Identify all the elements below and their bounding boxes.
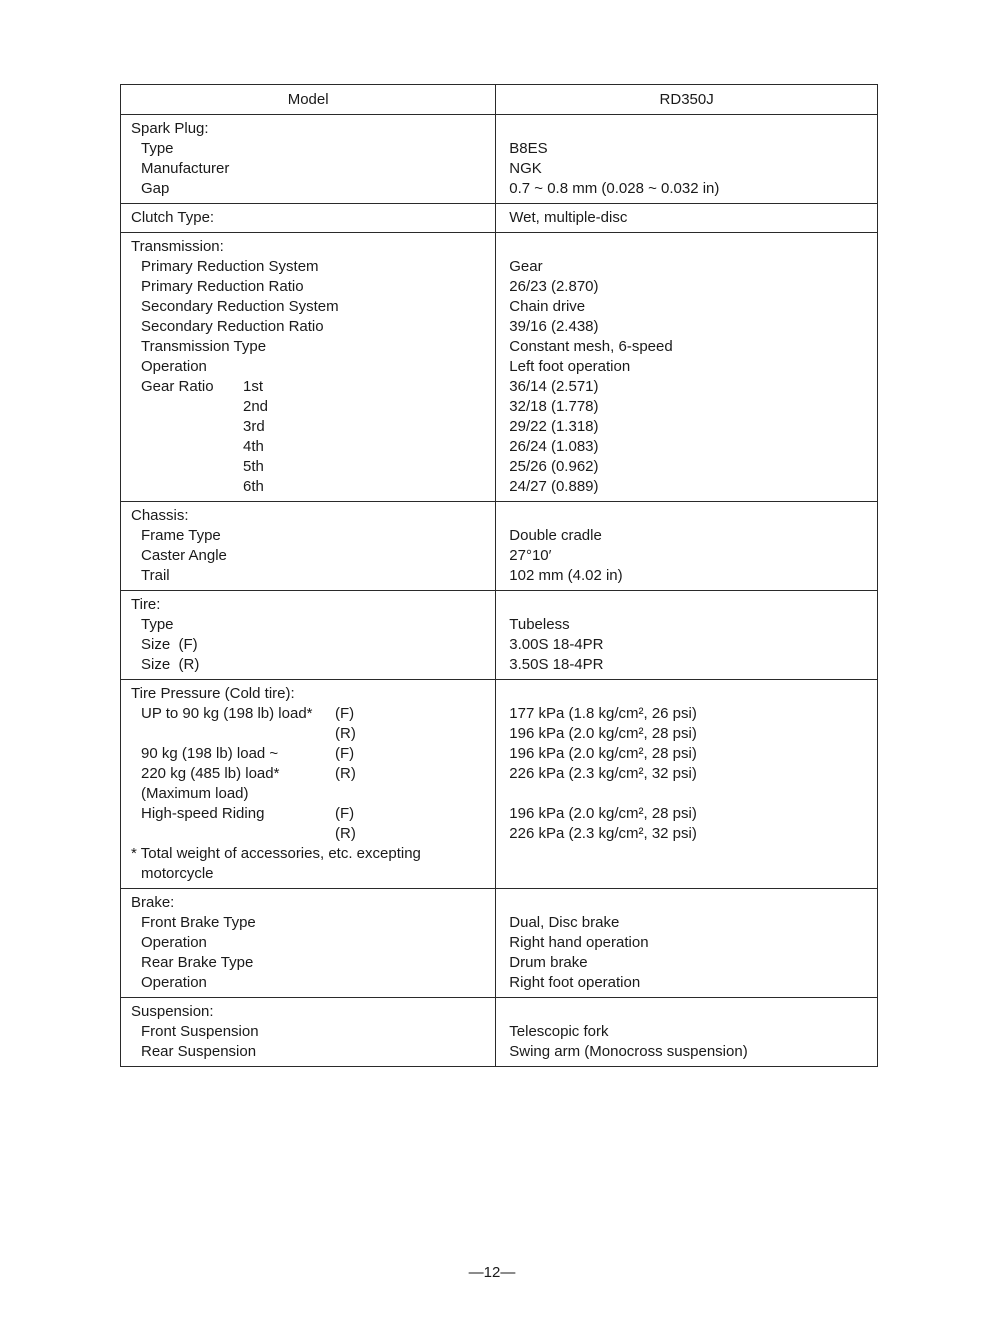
- spec-value: Left foot operation: [509, 358, 631, 375]
- pressure-value: 196 kPa (2.0 kg/cm², 28 psi): [509, 805, 697, 822]
- load-label: UP to 90 kg (198 lb) load*: [141, 705, 313, 722]
- spec-value: Tubeless: [509, 616, 570, 633]
- wheel-position: (F): [335, 705, 355, 722]
- spec-value: Drum brake: [509, 954, 588, 971]
- gear-ratio-value: 36/14 (2.571): [509, 378, 599, 395]
- section-clutch: [121, 204, 878, 233]
- spec-value: Dual, Disc brake: [509, 914, 620, 931]
- spec-value: Double cradle: [509, 527, 602, 544]
- spec-label: Trail: [141, 567, 170, 584]
- load-label: (Maximum load): [141, 785, 249, 802]
- table-header-row: [121, 85, 878, 115]
- gear-ratio-value: 29/22 (1.318): [509, 418, 599, 435]
- gear-ordinal: 4th: [243, 438, 264, 455]
- section-title: Clutch Type:: [131, 209, 215, 226]
- load-label: 90 kg (198 lb) load ~: [141, 745, 279, 762]
- section-tire-pressure: [121, 680, 878, 889]
- spec-label: Transmission Type: [141, 338, 267, 355]
- spec-label: Secondary Reduction Ratio: [141, 318, 324, 335]
- spec-label: Operation: [141, 974, 207, 991]
- spec-value: 26/23 (2.870): [509, 278, 599, 295]
- spec-value: 39/16 (2.438): [509, 318, 599, 335]
- spec-value: Gear: [509, 258, 543, 275]
- section-title: Chassis:: [131, 507, 189, 524]
- spec-value: Swing arm (Monocross suspension): [509, 1043, 748, 1060]
- spec-label: Caster Angle: [141, 547, 227, 564]
- gear-ratio-label: Gear Ratio: [141, 378, 214, 395]
- pressure-value: 177 kPa (1.8 kg/cm², 26 psi): [509, 705, 697, 722]
- spec-label: Front Suspension: [141, 1023, 259, 1040]
- spec-label: Size (F): [141, 636, 198, 653]
- spec-label: Primary Reduction Ratio: [141, 278, 304, 295]
- wheel-position: (F): [335, 805, 355, 822]
- section-transmission: [121, 233, 878, 502]
- spec-value: Telescopic fork: [509, 1023, 609, 1040]
- spec-value: Right foot operation: [509, 974, 641, 991]
- footnote: * Total weight of accessories, etc. excepting: [131, 845, 421, 862]
- section-title: Brake:: [131, 894, 175, 911]
- wheel-position: (R): [335, 725, 356, 742]
- section-tire: [121, 591, 878, 680]
- gear-ordinal: 6th: [243, 478, 264, 495]
- header-model-name: RD350J: [496, 85, 878, 115]
- spec-value: Wet, multiple-disc: [509, 209, 628, 226]
- spec-value: NGK: [509, 160, 542, 177]
- pressure-value: 196 kPa (2.0 kg/cm², 28 psi): [509, 745, 697, 762]
- spec-label: Front Brake Type: [141, 914, 256, 931]
- section-title: Tire:: [131, 596, 161, 613]
- spec-value: Chain drive: [509, 298, 586, 315]
- spec-label: Gap: [141, 180, 170, 197]
- spec-label: Manufacturer: [141, 160, 230, 177]
- section-spark-plug: [121, 115, 878, 204]
- spec-value: Right hand operation: [509, 934, 649, 951]
- pressure-value: 226 kPa (2.3 kg/cm², 32 psi): [509, 765, 697, 782]
- section-brake: [121, 889, 878, 998]
- spec-value: 27°10′: [509, 547, 552, 564]
- spec-label: Type: [141, 616, 174, 633]
- spec-label: Operation: [141, 934, 207, 951]
- gear-ordinal: 3rd: [243, 418, 265, 435]
- gear-ratio-value: 26/24 (1.083): [509, 438, 599, 455]
- spec-value: B8ES: [509, 140, 548, 157]
- load-label: High-speed Riding: [141, 805, 265, 822]
- page-number: —12—: [468, 1264, 516, 1281]
- spec-value: 3.50S 18-4PR: [509, 656, 604, 673]
- pressure-value: 226 kPa (2.3 kg/cm², 32 psi): [509, 825, 697, 842]
- section-title: Suspension:: [131, 1003, 214, 1020]
- section-chassis: [121, 502, 878, 591]
- specifications-table: [120, 84, 878, 1067]
- spec-label: Frame Type: [141, 527, 221, 544]
- gear-ratio-value: 24/27 (0.889): [509, 478, 599, 495]
- pressure-value: 196 kPa (2.0 kg/cm², 28 psi): [509, 725, 697, 742]
- gear-ordinal: 2nd: [243, 398, 269, 415]
- wheel-position: (R): [335, 765, 356, 782]
- header-model: Model: [121, 85, 496, 115]
- spec-value: Constant mesh, 6-speed: [509, 338, 673, 355]
- spec-label: Secondary Reduction System: [141, 298, 339, 315]
- spec-label: Operation: [141, 358, 207, 375]
- pressure-value: [509, 784, 877, 804]
- gear-ratio-value: 32/18 (1.778): [509, 398, 599, 415]
- section-title: Spark Plug:: [131, 120, 209, 137]
- spec-label: Primary Reduction System: [141, 258, 319, 275]
- section-title: Tire Pressure (Cold tire):: [131, 685, 295, 702]
- gear-ordinal: 5th: [243, 458, 264, 475]
- section-title: Transmission:: [131, 238, 224, 255]
- footnote-continued: motorcycle: [141, 865, 214, 882]
- spec-label: Size (R): [141, 656, 200, 673]
- spec-value: 102 mm (4.02 in): [509, 567, 623, 584]
- wheel-position: (R): [335, 825, 356, 842]
- section-suspension: [121, 998, 878, 1067]
- spec-label: Rear Suspension: [141, 1043, 257, 1060]
- gear-ordinal: 1st: [243, 378, 264, 395]
- spec-value: 0.7 ~ 0.8 mm (0.028 ~ 0.032 in): [509, 180, 720, 197]
- wheel-position: (F): [335, 745, 355, 762]
- load-label: 220 kg (485 lb) load*: [141, 765, 280, 782]
- spec-label: Type: [141, 140, 174, 157]
- gear-ratio-value: 25/26 (0.962): [509, 458, 599, 475]
- spec-value: 3.00S 18-4PR: [509, 636, 604, 653]
- spec-label: Rear Brake Type: [141, 954, 254, 971]
